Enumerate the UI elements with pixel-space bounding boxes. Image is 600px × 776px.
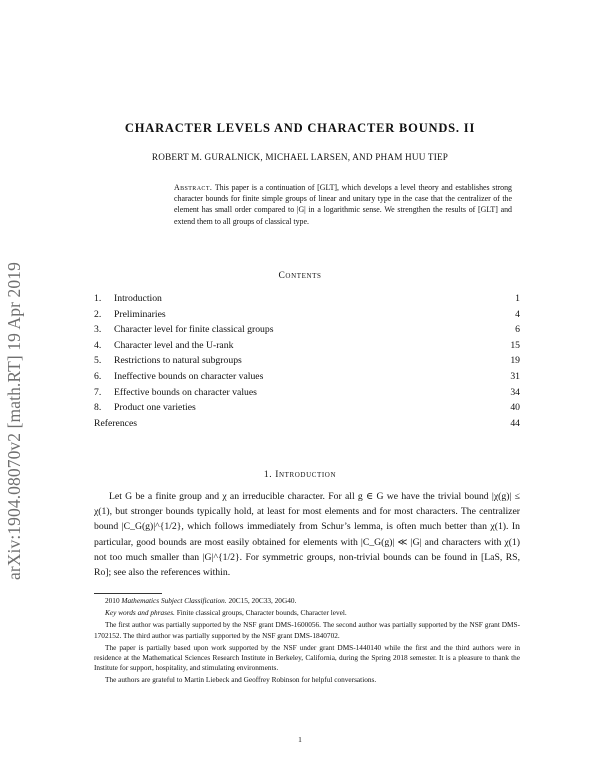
toc-page-number: 40 [510,402,520,414]
arxiv-identifier-stamp: arXiv:1904.08070v2 [math.RT] 19 Apr 2019 [4,262,24,580]
section-heading-introduction: 1. Introduction [263,470,337,480]
toc-title: Character level and the U-rank [114,339,234,351]
toc-entry-ineffective-bounds[interactable] [94,369,520,385]
toc-number: 8. [94,402,102,414]
toc-page-number: 44 [510,417,520,429]
toc-number: 7. [94,386,102,398]
toc-entry-effective-bounds[interactable] [94,385,520,401]
toc-entry-introduction[interactable] [94,291,520,307]
toc-page-number: 6 [515,324,520,336]
footnote-support: The first author was partially supported by the NSF grant DMS-1600056. The second author was partially supported by the NSF grant DMS-1702152. The third author was partially supported by the NSF grant DMS-1840702. [94,620,520,640]
toc-number: 5. [94,355,102,367]
toc-entry-restrictions[interactable] [94,353,520,369]
toc-entry-references[interactable] [94,416,520,432]
toc-title: Preliminaries [114,308,166,320]
footnote-rule [94,593,162,594]
footnotes [94,596,520,688]
footnote-msri: The paper is partially based upon work supported by the NSF under grant DMS-1440140 while the first and the third authors were in residence at the Mathematical Sciences Research Institute in Berkeley, California, during the Spring 2018 semester. It is a pleasure to thank the Institute for support, hospitality, and stimulating environments. [94,642,520,673]
toc-page-number: 15 [510,339,520,351]
abstract [174,182,512,227]
toc-entry-u-rank[interactable] [94,338,520,354]
msc-label: Mathematics Subject Classification. [121,596,227,605]
toc-number: 6. [94,370,102,382]
toc-number: 4. [94,339,102,351]
toc-page-number: 4 [515,308,520,320]
abstract-label: Abstract. [174,183,213,192]
toc-title: Product one varieties [114,402,196,414]
toc-entry-preliminaries[interactable] [94,307,520,323]
toc-entry-product-one[interactable] [94,400,520,416]
toc-page-number: 34 [510,386,520,398]
toc-number: 1. [94,293,102,304]
toc-entry-character-level-classical[interactable] [94,322,520,338]
toc-page-number: 1 [515,293,520,304]
toc-page-number: 31 [510,370,520,382]
toc-page-number: 19 [510,355,520,367]
page-number: 1 [298,735,302,744]
toc-title: Ineffective bounds on character values [114,370,264,382]
intro-paragraph: Let G be a finite group and χ an irreducible character. For all g ∈ G we have the trivial bound |χ(g)| ≤ χ(1), but stronger bounds typically hold, at least for most elements and for most characters. The centralizer bound |C_G(g)|^{1/2}, which follows immediately from Schur’s lemma, is often much better than χ(1). In particular, good bounds are most easily obtained for elements with |C_G(g)| ≪ |G| and characters with χ(1) not too much smaller than |G|^{1/2}. For symmetric groups, non-trivial bounds can be found in [LaS, RS, Ro]; see also the references within. [94,491,520,579]
keywords-text: Finite classical groups, Character bounds, Character level. [176,608,347,618]
toc-number: 3. [94,324,102,336]
toc-title: Effective bounds on character values [114,386,257,398]
toc-number: 2. [94,308,102,320]
footnote-keywords [94,608,520,618]
abstract-text: This paper is a continuation of [GLT], which develops a level theory and establishes strong character bounds for finite simple groups of linear and unitary type in the case that the centralizer of the element has small order compared to |G| in a logarithmic sense. We strengthen the results of [GLT] and extend them to all groups of classical type. [174,183,512,226]
msc-year: 2010 [105,596,120,605]
contents-heading: Contents [278,271,322,281]
table-of-contents [94,291,520,431]
toc-title: References [94,417,138,429]
footnote-msc [94,596,520,606]
toc-title: Restrictions to natural subgroups [114,355,242,367]
keywords-label: Key words and phrases. [105,608,175,618]
paper-title: CHARACTER LEVELS AND CHARACTER BOUNDS. II [124,121,476,135]
author-list: ROBERT M. GURALNICK, MICHAEL LARSEN, AND PHAM HUU TIEP [151,152,449,162]
msc-codes: 20C15, 20C33, 20G40. [228,596,297,605]
toc-title: Introduction [114,293,162,304]
footnote-thanks: The authors are grateful to Martin Liebeck and Geoffrey Robinson for helpful conversations. [105,675,377,685]
toc-title: Character level for finite classical groups [114,324,274,336]
